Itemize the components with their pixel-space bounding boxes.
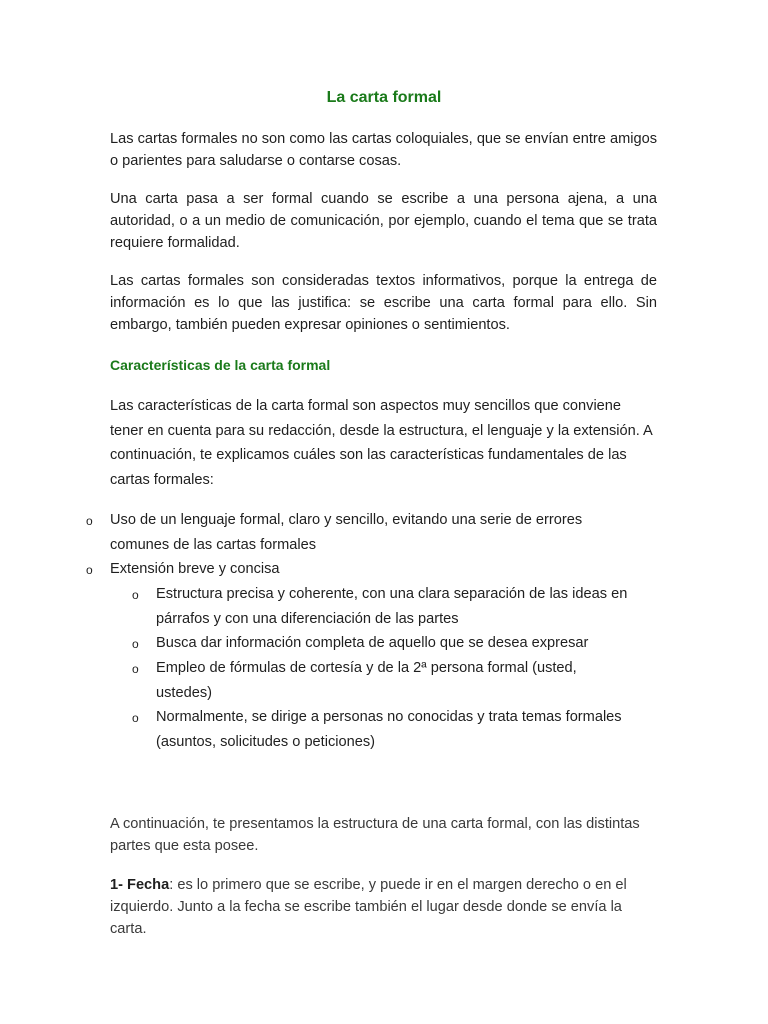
list-item [0, 656, 768, 706]
list-item [0, 582, 768, 632]
structure-intro: A continuación, te presentamos la estructura de una carta formal, con las distintas partes que esta posee. [110, 816, 640, 854]
list-item [0, 705, 768, 755]
paragraph-2: Una carta pasa a ser formal cuando se escribe a una persona ajena, a una autoridad, o a un medio de comunicación, por ejemplo, cuando el tema que se trata requiere formalidad. [110, 191, 657, 251]
bullet-icon: o [132, 711, 139, 725]
list-item [0, 508, 768, 558]
document-title: La carta formal [326, 89, 442, 106]
bullet-icon: o [132, 588, 139, 602]
list-item [0, 631, 768, 656]
list-item-text: Estructura precisa y coherente, con una clara separación de las ideas en párrafos y con una diferenciación de las partes [156, 586, 628, 627]
list-item-text: Normalmente, se dirige a personas no conocidas y trata temas formales (asuntos, solicitudes o peticiones) [156, 709, 622, 750]
list-item-text: Empleo de fórmulas de cortesía y de la 2ª persona formal (usted, ustedes) [156, 660, 577, 701]
list-item-text: Uso de un lenguaje formal, claro y sencillo, evitando una serie de errores comunes de las cartas formales [110, 512, 583, 553]
bullet-icon: o [86, 563, 93, 577]
bullet-icon: o [86, 514, 93, 528]
list-item-text: Extensión breve y concisa [110, 561, 280, 577]
paragraph-1: Las cartas formales no son como las cartas coloquiales, que se envían entre amigos o parientes para saludarse o contarse cosas. [110, 131, 657, 169]
list-item-text: Busca dar información completa de aquello que se desea expresar [156, 635, 589, 651]
bullet-icon: o [132, 637, 139, 651]
section-intro: Las características de la carta formal son aspectos muy sencillos que conviene tener en cuenta para su redacción, desde la estructura, el lenguaje y la extensión. A continuación, te explicamos cuáles son las características fundamentales de las cartas formales: [110, 398, 652, 488]
fecha-text: : es lo primero que se escribe, y puede ir en el margen derecho o en el izquierdo. Junto a la fecha se escribe también el lugar desde donde se envía la carta. [110, 877, 627, 937]
paragraph-3: Las cartas formales son consideradas textos informativos, porque la entrega de información es lo que las justifica: se escribe una carta formal para ello. Sin embargo, también pueden expresar opiniones o sentimientos. [110, 273, 657, 333]
section-heading: Características de la carta formal [110, 357, 331, 373]
list-item [0, 557, 768, 582]
bullet-icon: o [132, 662, 139, 676]
fecha-paragraph [110, 874, 660, 940]
fecha-label: 1- Fecha [110, 877, 170, 893]
